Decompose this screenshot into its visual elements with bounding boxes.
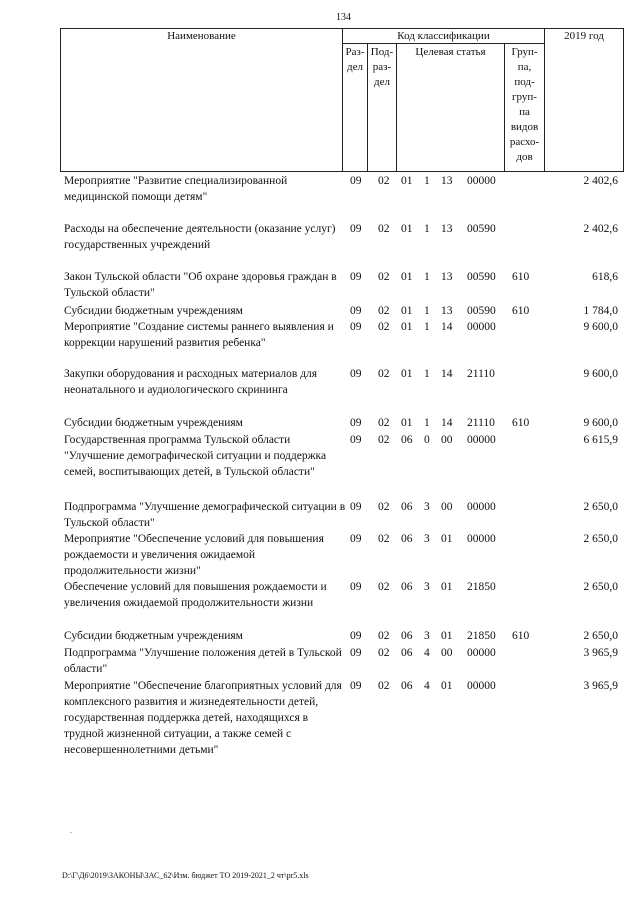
row-program: 01 [401, 271, 413, 283]
row-program: 06 [401, 647, 413, 659]
row-podrazdel: 02 [378, 368, 390, 380]
row-direction: 00590 [467, 271, 496, 283]
header-cell-year [544, 28, 624, 172]
row-direction: 00000 [467, 501, 496, 513]
row-amount: 9 600,0 [583, 417, 618, 429]
row-razdel: 09 [350, 647, 362, 659]
footer-file-path: D:\Г\Д6\2019\ЗАКОНЫ\ЗАС_62\Изм. бюджет ТО 2019-2021_2 чт\pr5.xls [62, 871, 309, 880]
row-razdel: 09 [350, 533, 362, 545]
row-direction: 00590 [467, 305, 496, 317]
row-podrazdel: 02 [378, 434, 390, 446]
row-subprogram: 1 [424, 175, 430, 187]
row-main-event: 14 [441, 368, 453, 380]
row-name: Субсидии бюджетным учреждениям [64, 630, 243, 642]
row-name: Мероприятие "Обеспечение благоприятных условий для комплексного развития и жизнедеятельности детей, государственная поддержка детей, находящихся в трудной жизненной ситуации, а также семей с несовершеннолетними детьми" [64, 680, 342, 756]
row-podrazdel: 02 [378, 680, 390, 692]
row-name: Мероприятие "Развитие специализированной медицинской помощи детям" [64, 175, 288, 203]
row-expense-type: 610 [512, 417, 530, 429]
row-subprogram: 3 [424, 630, 430, 642]
row-direction: 00590 [467, 223, 496, 235]
row-amount: 2 402,6 [583, 175, 618, 187]
row-main-event: 01 [441, 680, 453, 692]
row-expense-type: 610 [512, 271, 530, 283]
row-razdel: 09 [350, 680, 362, 692]
row-razdel: 09 [350, 417, 362, 429]
row-razdel: 09 [350, 581, 362, 593]
row-program: 06 [401, 630, 413, 642]
row-main-event: 01 [441, 630, 453, 642]
row-razdel: 09 [350, 434, 362, 446]
row-podrazdel: 02 [378, 581, 390, 593]
row-direction: 00000 [467, 533, 496, 545]
row-direction: 21850 [467, 630, 496, 642]
row-main-event: 13 [441, 305, 453, 317]
row-podrazdel: 02 [378, 647, 390, 659]
row-expense-type: 610 [512, 305, 530, 317]
row-amount: 9 600,0 [583, 368, 618, 380]
row-podrazdel: 02 [378, 223, 390, 235]
row-amount: 6 615,9 [583, 434, 618, 446]
row-name: Подпрограмма "Улучшение положения детей в Тульской области" [64, 647, 342, 675]
row-name: Мероприятие "Обеспечение условий для повышения рождаемости и увеличения ожидаемой продолжительности жизни" [64, 533, 324, 577]
row-main-event: 00 [441, 647, 453, 659]
row-direction: 00000 [467, 680, 496, 692]
row-direction: 21110 [467, 368, 495, 380]
row-direction: 00000 [467, 175, 496, 187]
row-podrazdel: 02 [378, 271, 390, 283]
row-razdel: 09 [350, 271, 362, 283]
row-main-event: 13 [441, 223, 453, 235]
row-main-event: 00 [441, 434, 453, 446]
row-podrazdel: 02 [378, 417, 390, 429]
row-amount: 9 600,0 [583, 321, 618, 333]
row-name: Обеспечение условий для повышения рождаемости и увеличения ожидаемой продолжительности жизни [64, 581, 327, 609]
row-main-event: 14 [441, 417, 453, 429]
row-amount: 618,6 [592, 271, 618, 283]
header-target-label: Целевая статья [415, 46, 486, 58]
row-main-event: 01 [441, 581, 453, 593]
row-amount: 2 650,0 [583, 501, 618, 513]
row-podrazdel: 02 [378, 501, 390, 513]
header-cell-name [60, 28, 343, 172]
row-main-event: 14 [441, 321, 453, 333]
row-program: 06 [401, 434, 413, 446]
row-podrazdel: 02 [378, 175, 390, 187]
row-name: Закупки оборудования и расходных материалов для неонатального и аудиологического скрининга [64, 368, 318, 396]
row-name: Государственная программа Тульской области "Улучшение демографической ситуации и поддержка семей, воспитывающих детей, в Тульской области" [64, 434, 327, 478]
row-subprogram: 1 [424, 321, 430, 333]
row-podrazdel: 02 [378, 321, 390, 333]
row-program: 01 [401, 223, 413, 235]
row-podrazdel: 02 [378, 533, 390, 545]
row-amount: 2 650,0 [583, 533, 618, 545]
row-amount: 2 650,0 [583, 581, 618, 593]
header-year-label: 2019 год [564, 30, 604, 42]
page-number: 134 [336, 12, 351, 23]
row-name: Субсидии бюджетным учреждениям [64, 305, 243, 317]
row-subprogram: 1 [424, 368, 430, 380]
header-cell-target [396, 43, 505, 172]
row-subprogram: 3 [424, 501, 430, 513]
row-program: 01 [401, 321, 413, 333]
row-subprogram: 0 [424, 434, 430, 446]
row-expense-type: 610 [512, 630, 530, 642]
row-name: Мероприятие "Создание системы раннего выявления и коррекции нарушений развития ребенка" [64, 321, 334, 349]
row-subprogram: 3 [424, 533, 430, 545]
row-razdel: 09 [350, 501, 362, 513]
row-main-event: 13 [441, 175, 453, 187]
row-name: Расходы на обеспечение деятельности (оказание услуг) государственных учреждений [64, 223, 336, 251]
row-subprogram: 1 [424, 223, 430, 235]
scan-speck: . [70, 826, 72, 835]
header-razdel-label: Раз- дел [345, 46, 365, 73]
row-amount: 3 965,9 [583, 680, 618, 692]
row-razdel: 09 [350, 175, 362, 187]
row-razdel: 09 [350, 305, 362, 317]
row-direction: 21850 [467, 581, 496, 593]
row-program: 06 [401, 680, 413, 692]
header-classification-label: Код классификации [397, 30, 490, 42]
row-direction: 21110 [467, 417, 495, 429]
row-subprogram: 4 [424, 647, 430, 659]
row-razdel: 09 [350, 223, 362, 235]
row-program: 01 [401, 305, 413, 317]
row-subprogram: 4 [424, 680, 430, 692]
row-main-event: 00 [441, 501, 453, 513]
row-program: 01 [401, 175, 413, 187]
row-podrazdel: 02 [378, 630, 390, 642]
row-program: 06 [401, 501, 413, 513]
row-direction: 00000 [467, 434, 496, 446]
header-name-label: Наименование [167, 30, 236, 42]
row-razdel: 09 [350, 368, 362, 380]
row-razdel: 09 [350, 321, 362, 333]
row-main-event: 13 [441, 271, 453, 283]
row-program: 06 [401, 533, 413, 545]
row-program: 01 [401, 368, 413, 380]
row-amount: 3 965,9 [583, 647, 618, 659]
row-subprogram: 1 [424, 305, 430, 317]
row-subprogram: 3 [424, 581, 430, 593]
row-direction: 00000 [467, 647, 496, 659]
row-amount: 2 650,0 [583, 630, 618, 642]
row-name: Подпрограмма "Улучшение демографической ситуации в Тульской области" [64, 501, 346, 529]
row-direction: 00000 [467, 321, 496, 333]
row-razdel: 09 [350, 630, 362, 642]
row-name: Закон Тульской области "Об охране здоровья граждан в Тульской области" [64, 271, 337, 299]
row-main-event: 01 [441, 533, 453, 545]
row-amount: 2 402,6 [583, 223, 618, 235]
row-name: Субсидии бюджетным учреждениям [64, 417, 243, 429]
header-podrazdel-label: Под- раз- дел [370, 46, 394, 88]
row-program: 01 [401, 417, 413, 429]
row-subprogram: 1 [424, 271, 430, 283]
row-podrazdel: 02 [378, 305, 390, 317]
header-group-label: Груп- па, под- груп- па видов расхо- дов [509, 46, 540, 163]
row-program: 06 [401, 581, 413, 593]
row-subprogram: 1 [424, 417, 430, 429]
row-amount: 1 784,0 [583, 305, 618, 317]
